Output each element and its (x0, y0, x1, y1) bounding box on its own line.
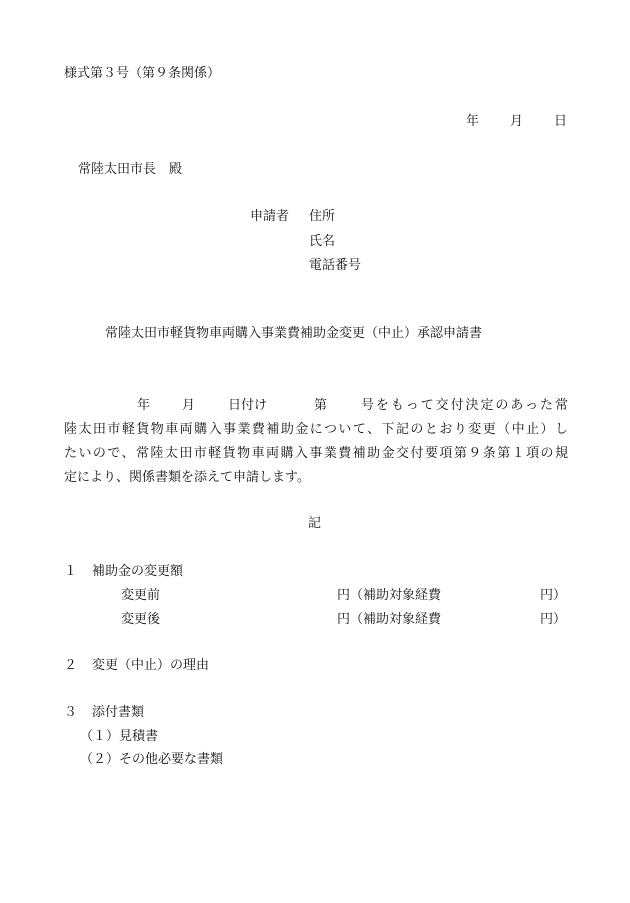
addressee: 常陸太田市長 殿 (78, 162, 183, 177)
section-3-title: 添付書類 (92, 705, 145, 720)
body-line2: 陸太田市軽貨物車両購入事業費補助金について、下記のとおり変更（中止）し (64, 422, 568, 437)
row-after-label: 変更後 (121, 612, 161, 627)
attachment-item: （１）見積書 (80, 729, 159, 744)
body-line4: 定により、関係書類を添えて申請します。 (64, 470, 310, 485)
body-day-dated: 日付け (228, 398, 268, 413)
body-month: 月 (182, 398, 196, 413)
row-after-yen-close: 円） (540, 612, 567, 627)
attachment-item: （２）その他必要な書類 (80, 752, 224, 767)
date-year: 年 (466, 114, 480, 129)
document-title: 常陸太田市軽貨物車両購入事業費補助金変更（中止）承認申請書 (105, 326, 483, 341)
section-1-number: １ (64, 564, 78, 579)
applicant-name: 氏名 (309, 234, 336, 249)
form-number: 様式第３号（第９条関係） (64, 66, 221, 81)
body-line3: たいので、常陸太田市軽貨物車両購入事業費補助金交付要項第９条第１項の規 (64, 446, 568, 461)
ki-heading: 記 (308, 516, 322, 531)
date-month: 月 (510, 114, 524, 129)
date-day: 日 (554, 114, 568, 129)
body-line1-rest: 号をもって交付決定のあった常 (361, 398, 568, 413)
applicant-phone: 電話番号 (309, 258, 362, 273)
row-after-yen: 円（補助対象経費 (337, 612, 442, 627)
applicant-label: 申請者 (250, 209, 290, 224)
row-before-label: 変更前 (121, 588, 161, 603)
section-2-title: 変更（中止）の理由 (92, 658, 210, 673)
row-before-yen: 円（補助対象経費 (337, 588, 442, 603)
section-1-title: 補助金の変更額 (92, 564, 184, 579)
body-dai: 第 (314, 398, 328, 413)
row-before-yen-close: 円） (540, 588, 567, 603)
section-3-number: ３ (64, 705, 78, 720)
section-2-number: ２ (64, 658, 78, 673)
applicant-address: 住所 (309, 209, 336, 224)
body-year: 年 (137, 398, 151, 413)
